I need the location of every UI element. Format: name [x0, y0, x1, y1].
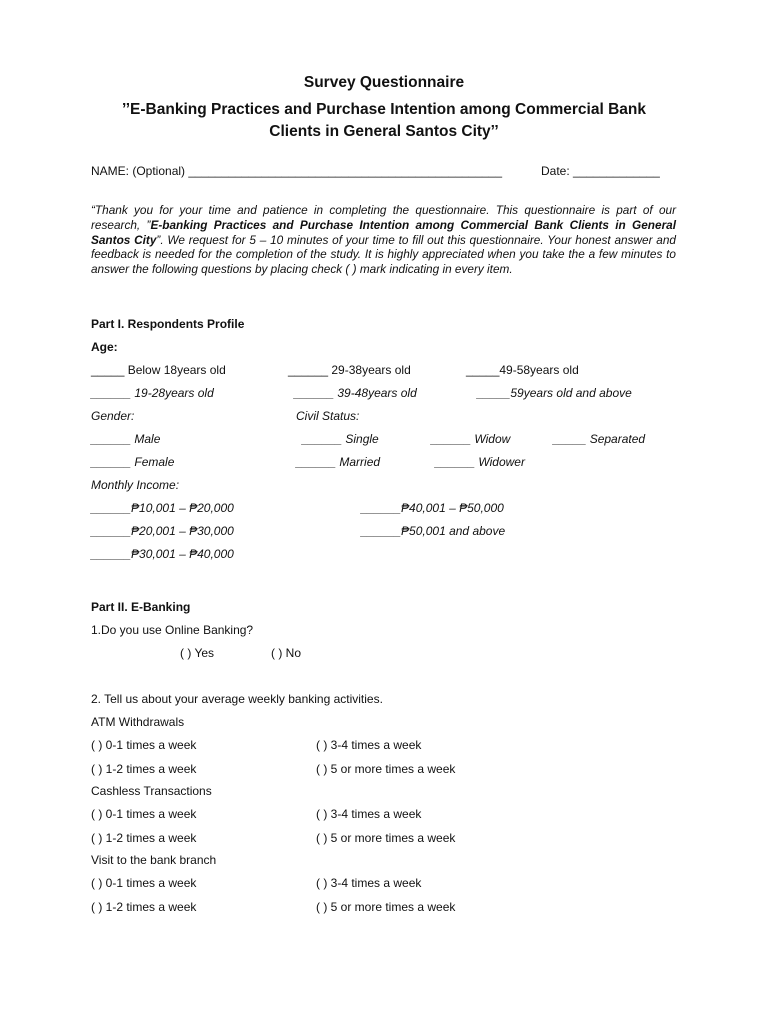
branch-option-3-4[interactable]: ( ) 3-4 times a week — [316, 876, 422, 890]
name-field[interactable]: NAME: (Optional) _______________________________________________ — [91, 164, 503, 178]
age-option-59-above[interactable]: _____59years old and above — [477, 386, 632, 400]
question-weekly-activities: 2. Tell us about your average weekly banking activities. — [91, 692, 383, 706]
part1-heading: Part I. Respondents Profile — [91, 317, 245, 331]
date-field[interactable]: Date: _____________ — [541, 164, 660, 178]
age-option-39-48[interactable]: ______ 39-48years old — [294, 386, 417, 400]
intro-text-2: ”. We request for 5 – 10 minutes of your time to fill out this questionnaire. Your honest answer and feedback is needed for the completion of the study. It is highly appreciated when you take the a few minutes to answer the following questions by placing check ( ) mark indicating in every item. — [91, 232, 676, 277]
civil-option-separated[interactable]: _____ Separated — [553, 432, 646, 446]
cashless-option-5-more[interactable]: ( ) 5 or more times a week — [316, 831, 456, 845]
branch-option-1-2[interactable]: ( ) 1-2 times a week — [91, 900, 197, 914]
subtitle-line-1: ’’E-Banking Practices and Purchase Intention among Commercial Bank — [122, 101, 646, 118]
group-label-atm: ATM Withdrawals — [91, 715, 185, 729]
age-option-49-58[interactable]: _____49-58years old — [466, 363, 579, 377]
civil-option-married[interactable]: ______ Married — [296, 455, 381, 469]
age-option-below-18[interactable]: _____ Below 18years old — [91, 363, 226, 377]
atm-option-0-1[interactable]: ( ) 0-1 times a week — [91, 738, 197, 752]
cashless-option-0-1[interactable]: ( ) 0-1 times a week — [91, 807, 197, 821]
income-label: Monthly Income: — [91, 478, 180, 492]
intro-text-1: “Thank you for your time and patience in completing the questionnaire. This questionnaire is part of our research, ” — [91, 203, 676, 232]
group-label-cashless: Cashless Transactions — [91, 784, 212, 798]
income-option-10001-20000[interactable]: ______₱10,001 – ₱20,000 — [91, 501, 234, 515]
atm-option-3-4[interactable]: ( ) 3-4 times a week — [316, 738, 422, 752]
cashless-option-3-4[interactable]: ( ) 3-4 times a week — [316, 807, 422, 821]
branch-option-5-more[interactable]: ( ) 5 or more times a week — [316, 900, 456, 914]
group-label-branch-visit: Visit to the bank branch — [91, 853, 217, 867]
gender-option-male[interactable]: ______ Male — [91, 432, 161, 446]
subtitle-line-2: Clients in General Santos City’’ — [269, 123, 499, 140]
age-label: Age: — [91, 340, 118, 354]
online-banking-yes[interactable]: ( ) Yes — [180, 646, 215, 660]
age-option-19-28[interactable]: ______ 19-28years old — [91, 386, 214, 400]
atm-option-5-more[interactable]: ( ) 5 or more times a week — [316, 762, 456, 776]
page-title: Survey Questionnaire — [303, 74, 465, 91]
civil-option-single[interactable]: ______ Single — [302, 432, 379, 446]
income-option-20001-30000[interactable]: ______₱20,001 – ₱30,000 — [91, 524, 234, 538]
atm-option-1-2[interactable]: ( ) 1-2 times a week — [91, 762, 197, 776]
question-online-banking: 1.Do you use Online Banking? — [91, 623, 254, 637]
part2-heading: Part II. E-Banking — [91, 600, 191, 614]
civil-option-widow[interactable]: ______ Widow — [431, 432, 511, 446]
survey-subtitle — [0, 99, 768, 143]
income-option-40001-50000[interactable]: ______₱40,001 – ₱50,000 — [361, 501, 504, 515]
intro-study-title: E-banking Practices and Purchase Intention among Commercial Bank Clients in General Santos City — [91, 217, 676, 247]
income-option-30001-40000[interactable]: ______₱30,001 – ₱40,000 — [91, 547, 234, 561]
gender-label: Gender: — [91, 409, 135, 423]
branch-option-0-1[interactable]: ( ) 0-1 times a week — [91, 876, 197, 890]
gender-option-female[interactable]: ______ Female — [91, 455, 175, 469]
age-option-29-38[interactable]: ______ 29-38years old — [288, 363, 411, 377]
income-option-50001-above[interactable]: ______₱50,001 and above — [361, 524, 506, 538]
online-banking-no[interactable]: ( ) No — [271, 646, 301, 660]
intro-paragraph — [91, 203, 676, 277]
civil-status-label: Civil Status: — [296, 409, 360, 423]
cashless-option-1-2[interactable]: ( ) 1-2 times a week — [91, 831, 197, 845]
civil-option-widower[interactable]: ______ Widower — [435, 455, 525, 469]
